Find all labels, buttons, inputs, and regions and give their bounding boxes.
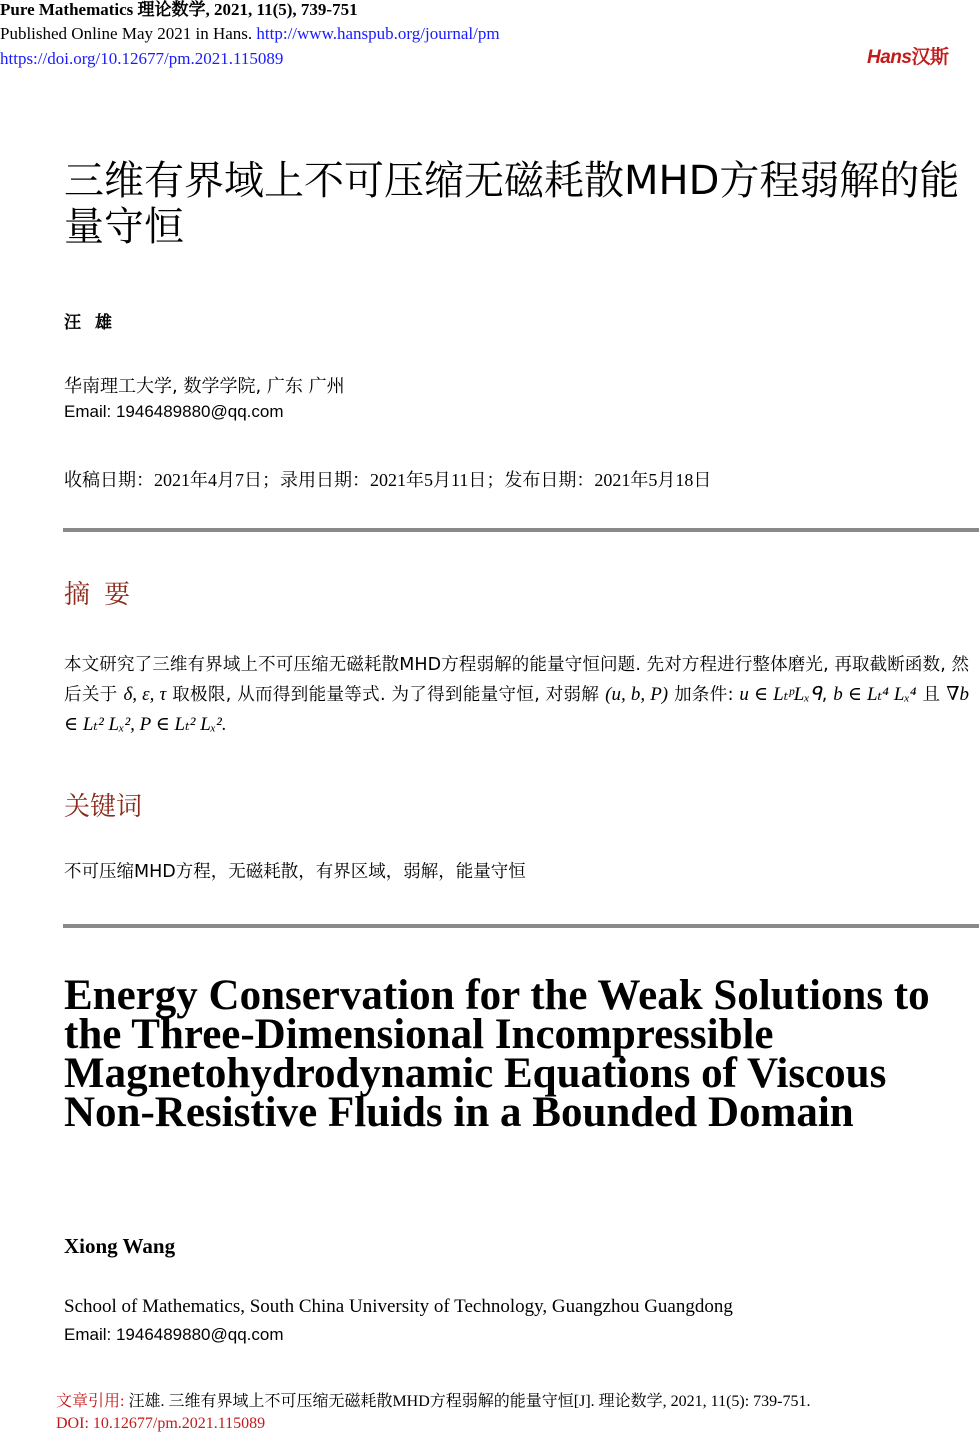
- abstract-part-3: 加条件:: [674, 685, 734, 705]
- citation-label: 文章引用:: [56, 1393, 125, 1410]
- english-author: Xiong Wang: [64, 1234, 176, 1258]
- abstract-math-b: b ∈ Lₜ⁴ Lₓ⁴: [833, 684, 917, 705]
- doi-link[interactable]: https://doi.org/10.12677/pm.2021.115089: [0, 49, 284, 68]
- abstract-part-4: ,: [821, 685, 828, 705]
- chinese-author: 汪雄: [64, 313, 126, 333]
- logo-cn: 汉斯: [911, 47, 949, 68]
- abstract-math-solution: (u, b, P): [605, 684, 669, 705]
- journal-link[interactable]: http://www.hanspub.org/journal/pm: [256, 24, 500, 43]
- chinese-title: 三维有界域上不可压缩无磁耗散MHD方程弱解的能量守恒: [64, 158, 960, 250]
- keywords-text: 不可压缩MHD方程，无磁耗散，有界区域，弱解，能量守恒: [64, 862, 526, 882]
- section-divider-top: [63, 528, 979, 532]
- chinese-affiliation: 华南理工大学, 数学学院, 广东 广州: [64, 376, 345, 397]
- citation-line: [56, 1391, 811, 1413]
- abstract-part-2: 取极限, 从而得到能量等式. 为了得到能量守恒, 对弱解: [172, 685, 600, 705]
- abstract-math-params: δ, ε, τ: [123, 684, 167, 705]
- abstract-heading: 摘要: [64, 580, 145, 610]
- citation-text: 汪雄. 三维有界域上不可压缩无磁耗散MHD方程弱解的能量守恒[J]. 理论数学, 2021, 11(5): 739-751.: [128, 1393, 811, 1410]
- article-dates: 收稿日期：2021年4月7日；录用日期：2021年5月11日；发布日期：2021年5月18日: [64, 470, 712, 490]
- abstract-part-1: 本文研究了三维有界域上不可压缩无磁耗散MHD方程弱解的能量守恒问题. 先对方程进行整体磨光, 再取截断函数, 然后关于: [64, 655, 969, 705]
- section-divider-bottom: [63, 924, 979, 928]
- hans-logo: [867, 42, 948, 69]
- english-title: Energy Conservation for the Weak Solutions to the Three-Dimensional Incompressible Magnetohydrodynamic Equations of Viscous Non-Resistive Fluids in a Bounded Domain: [64, 972, 930, 1136]
- english-email[interactable]: Email: 1946489880@qq.com: [64, 1325, 284, 1344]
- logo-latin: Hans: [867, 47, 912, 68]
- citation-block: [56, 1391, 811, 1435]
- abstract-part-5: 且: [922, 685, 941, 705]
- chinese-email[interactable]: Email: 1946489880@qq.com: [64, 402, 284, 421]
- keywords-heading: 关键词: [64, 792, 143, 822]
- journal-header: Pure Mathematics 理论数学, 2021, 11(5), 739-751: [0, 0, 358, 19]
- english-affiliation: School of Mathematics, South China University of Technology, Guangzhou Guangdong: [64, 1296, 733, 1317]
- abstract-math-grad: ∇b ∈ Lₜ² Lₓ², P ∈ Lₜ² Lₓ².: [64, 684, 969, 735]
- citation-doi[interactable]: DOI: 10.12677/pm.2021.115089: [56, 1415, 266, 1432]
- published-text: Published Online May 2021 in Hans.: [0, 24, 253, 43]
- abstract-math-u: u ∈ LₜᵖLₓᑫ: [739, 684, 822, 705]
- publication-line: [0, 22, 500, 46]
- abstract-text: [64, 650, 969, 740]
